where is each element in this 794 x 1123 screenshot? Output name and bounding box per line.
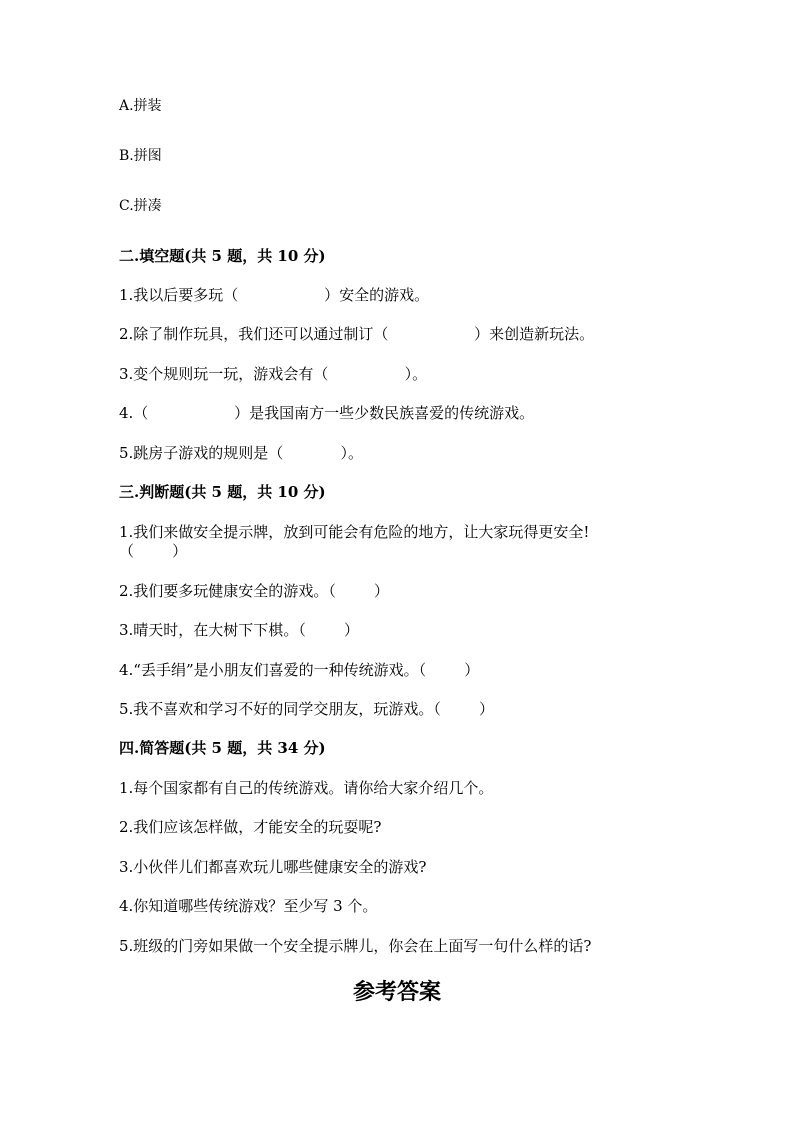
- fill-blank-question-4: 4.（ ）是我国南方一些少数民族喜爱的传统游戏。: [119, 404, 535, 422]
- true-false-question-1: 1.我们来做安全提示牌，放到可能会有危险的地方，让大家玩得更安全!: [119, 523, 590, 541]
- option-b: B.拼图: [119, 148, 162, 164]
- fill-blank-question-3: 3.变个规则玩一玩，游戏会有（ ）。: [119, 365, 428, 383]
- section-heading-fill-blank: 二.填空题(共 5 题，共 10 分): [119, 247, 326, 265]
- short-answer-question-2: 2.我们应该怎样做，才能安全的玩耍呢?: [119, 818, 382, 836]
- section-heading-true-false: 三.判断题(共 5 题，共 10 分): [119, 483, 326, 501]
- true-false-question-1-blank: （ ）: [119, 542, 188, 560]
- answer-key-title: 参考答案: [352, 979, 441, 1005]
- true-false-question-2: 2.我们要多玩健康安全的游戏。（ ）: [119, 582, 389, 600]
- fill-blank-question-5: 5.跳房子游戏的规则是（ ）。: [119, 444, 364, 462]
- short-answer-question-4: 4.你知道哪些传统游戏？至少写 3 个。: [119, 897, 378, 915]
- true-false-question-5: 5.我不喜欢和学习不好的同学交朋友，玩游戏。（ ）: [119, 700, 494, 718]
- short-answer-question-3: 3.小伙伴儿们都喜欢玩儿哪些健康安全的游戏?: [119, 858, 427, 876]
- section-heading-short-answer: 四.简答题(共 5 题，共 34 分): [119, 739, 326, 757]
- true-false-question-4: 4.“丢手绢”是小朋友们喜爱的一种传统游戏。（ ）: [119, 661, 480, 679]
- short-answer-question-5: 5.班级的门旁如果做一个安全提示牌儿，你会在上面写一句什么样的话?: [119, 937, 592, 955]
- option-a: A.拼装: [119, 98, 162, 114]
- option-c: C.拼凑: [119, 198, 162, 214]
- fill-blank-question-1: 1.我以后要多玩（ ）安全的游戏。: [119, 286, 430, 304]
- short-answer-question-1: 1.每个国家都有自己的传统游戏。请你给大家介绍几个。: [119, 779, 494, 797]
- true-false-question-3: 3.晴天时，在大树下下棋。（ ）: [119, 621, 359, 639]
- fill-blank-question-2: 2.除了制作玩具，我们还可以通过制订（ ）来创造新玩法。: [119, 325, 595, 343]
